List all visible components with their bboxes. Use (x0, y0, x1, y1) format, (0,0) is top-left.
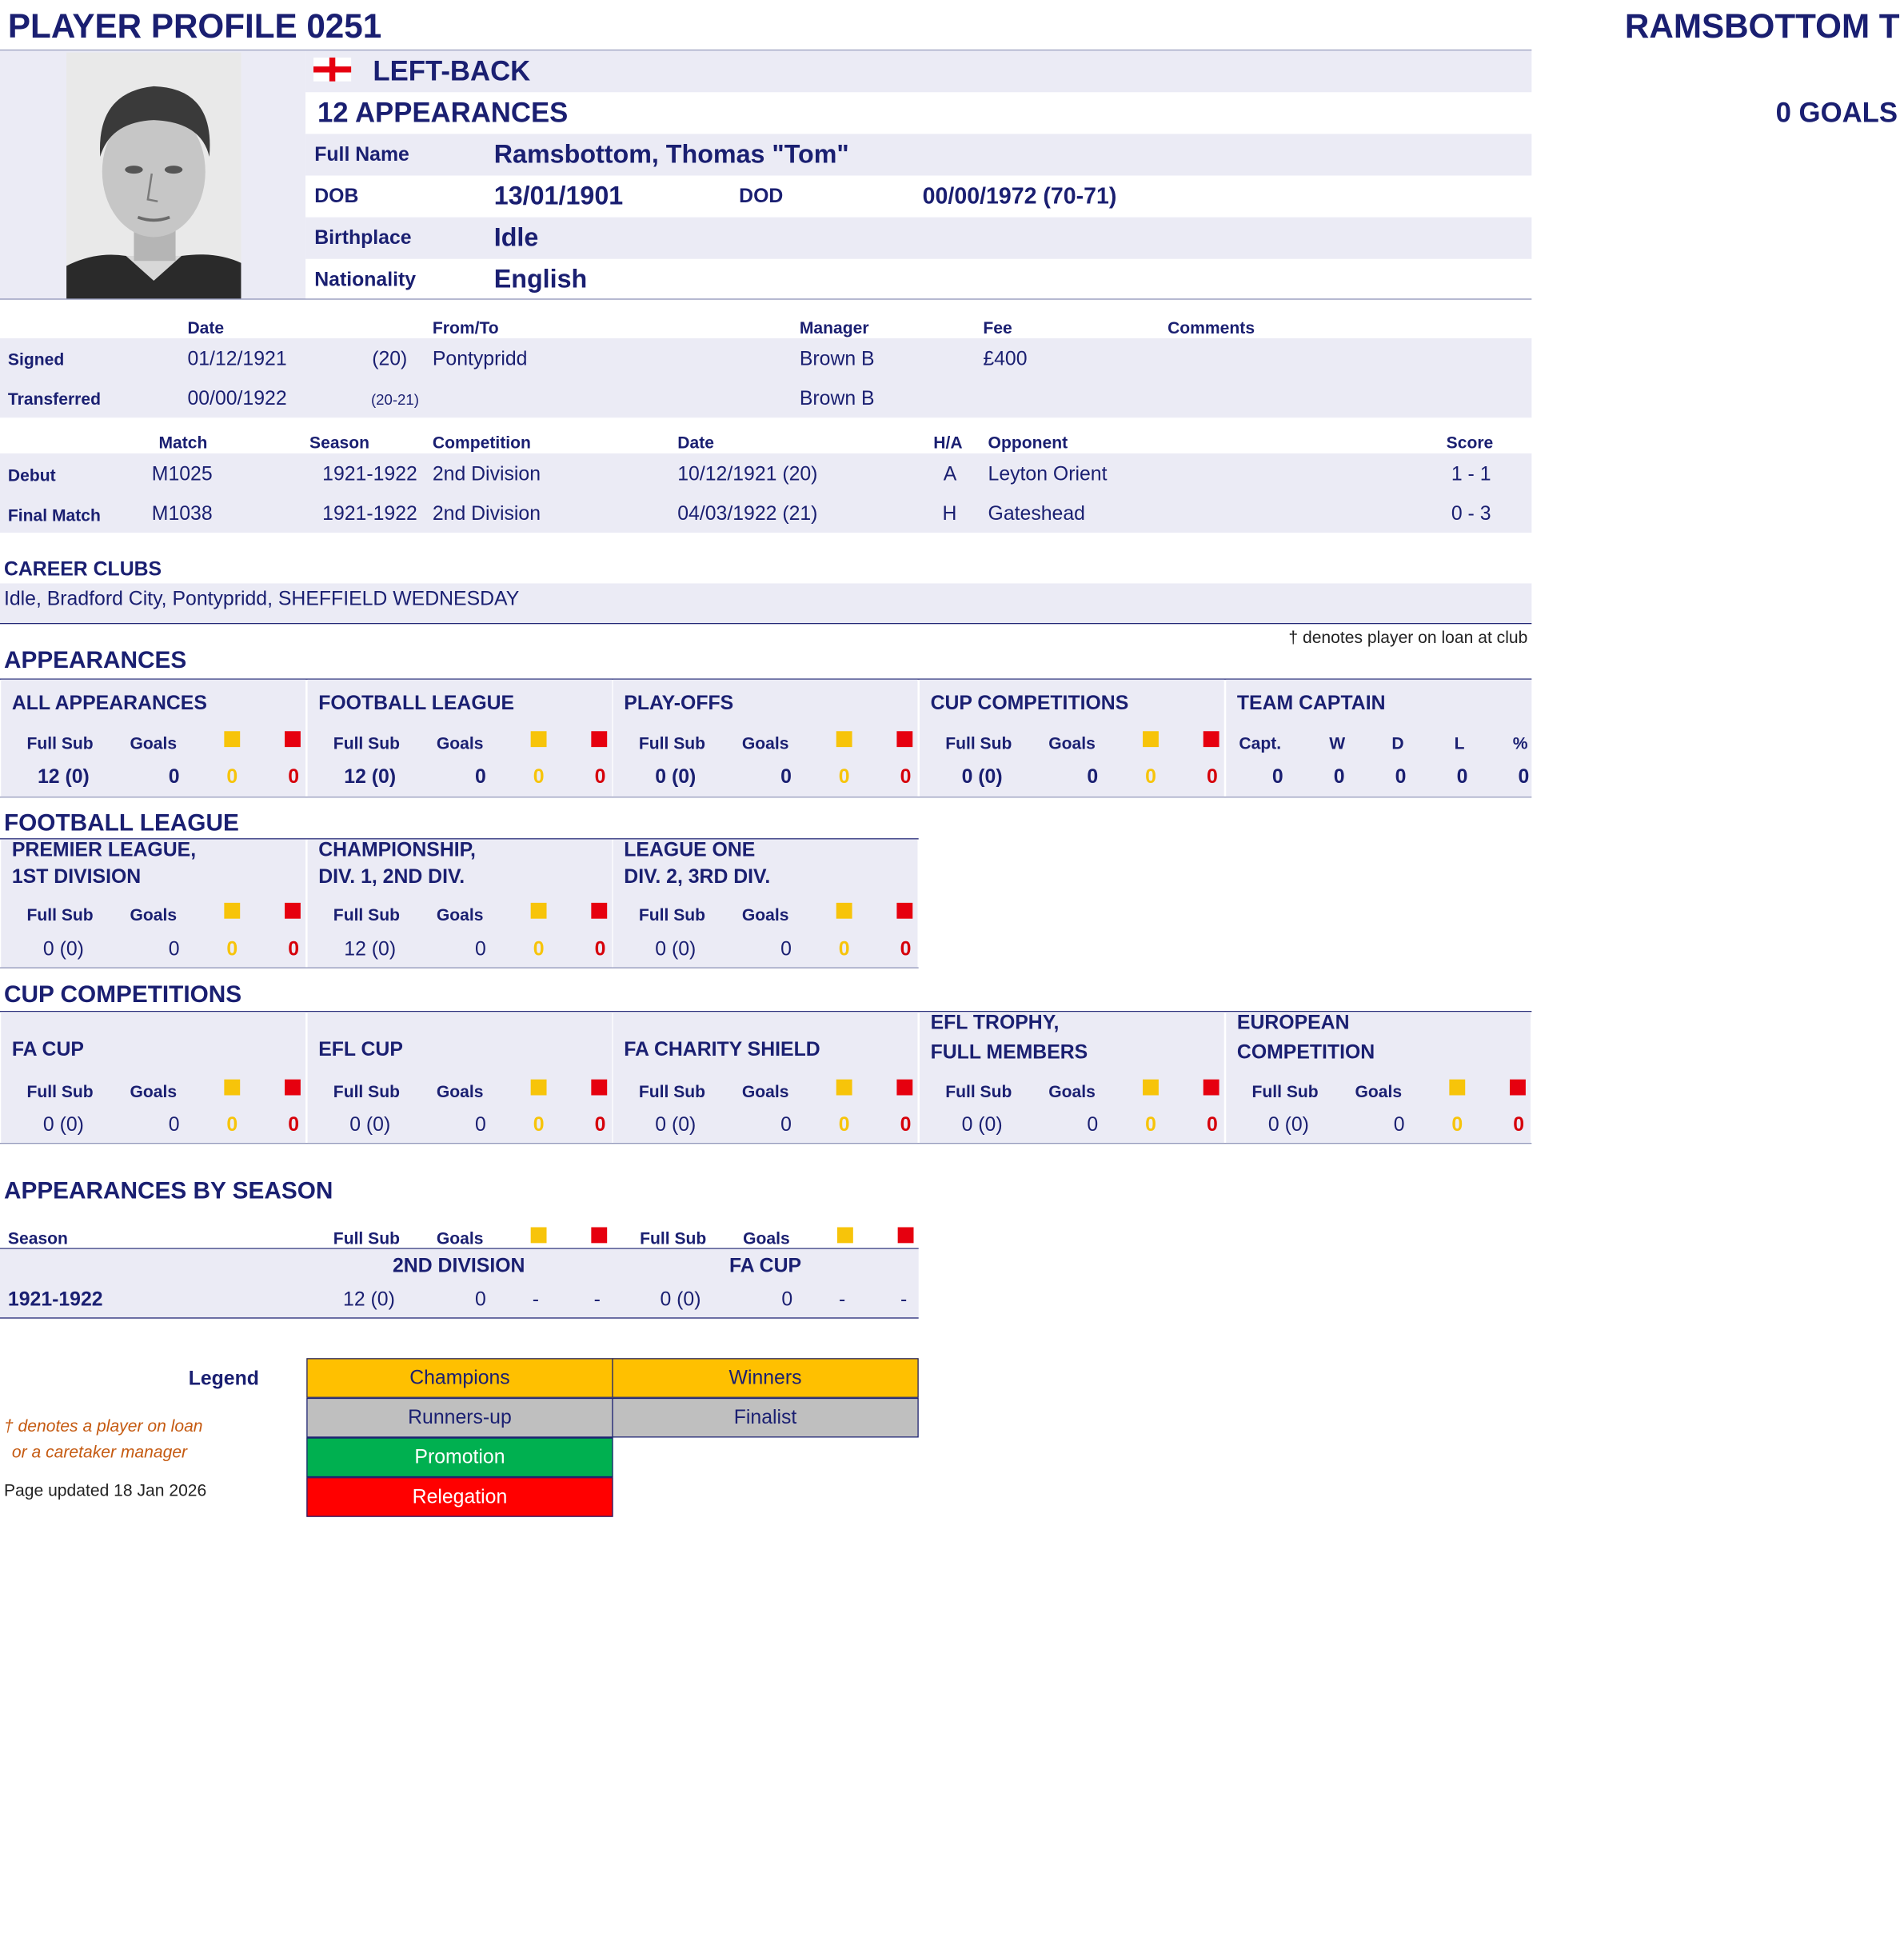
season-col-goals-1: Goals (436, 1228, 484, 1248)
yellow-value: 0 (226, 765, 238, 788)
goals-value: 0 (475, 938, 486, 961)
yellow-value: 0 (838, 1114, 850, 1136)
col-goals: Goals (1355, 1082, 1403, 1101)
debut-ha: A (943, 463, 957, 485)
red-card-icon (1203, 1080, 1219, 1096)
legend-note-1: † denotes a player on loan (3, 1416, 203, 1436)
season-row-c1-yellow: - (532, 1288, 539, 1311)
profile-title: PLAYER PROFILE 0251 (7, 7, 382, 46)
season-comp-1: 2ND DIVISION (393, 1255, 525, 1277)
final-competition: 2nd Division (432, 502, 541, 525)
appearance-block-title: ALL APPEARANCES (11, 692, 207, 715)
transferred-label: Transferred (7, 389, 101, 409)
yellow-card-icon (531, 1227, 547, 1243)
red-value: 0 (288, 938, 300, 961)
dob: 13/01/1901 (493, 180, 624, 210)
goals-value: 0 (1087, 765, 1099, 788)
player-photo (66, 53, 241, 299)
yellow-value: 0 (226, 1114, 238, 1136)
england-flag-icon (313, 58, 351, 82)
col-goals: Goals (436, 1082, 484, 1101)
col-goals: Goals (741, 733, 789, 753)
player-short-name: RAMSBOTTOM T (1624, 7, 1900, 46)
birthplace: Idle (493, 222, 539, 253)
legend-champions: Champions (306, 1358, 613, 1398)
yellow-value: 0 (226, 938, 238, 961)
season-row-season: 1921-1922 (7, 1288, 103, 1311)
goals-total: 0 GOALS (1775, 97, 1898, 129)
final-date: 04/03/1922 (21) (677, 502, 818, 525)
yellow-value: 0 (1451, 1114, 1463, 1136)
legend-winners: Winners (612, 1358, 918, 1398)
final-ha: H (942, 502, 957, 525)
by-season-title: APPEARANCES BY SEASON (3, 1177, 333, 1204)
yellow-card-icon (531, 731, 547, 747)
signed-manager: Brown B (799, 348, 875, 370)
red-value: 0 (288, 765, 300, 788)
league-block-title-2: 1ST DIVISION (11, 865, 142, 889)
final-season: 1921-1922 (322, 502, 417, 525)
col-goals: Goals (130, 733, 178, 753)
red-card-icon (898, 1227, 914, 1243)
red-value: 0 (1206, 1114, 1218, 1136)
red-card-icon (591, 1227, 607, 1243)
signed-fee: £400 (983, 348, 1028, 370)
final-match-label: Final Match (7, 505, 101, 525)
red-value: 0 (900, 1114, 912, 1136)
goals-value: 0 (168, 765, 180, 788)
nationality-label: Nationality (314, 269, 417, 291)
league-block-title-1: PREMIER LEAGUE, (11, 839, 197, 861)
red-card-icon (591, 903, 607, 919)
season-col-label: Season (7, 1228, 68, 1248)
transferred-date: 00/00/1922 (187, 388, 287, 410)
col-full-sub: Full Sub (26, 905, 94, 925)
cup-block-title: EFL CUP (318, 1038, 403, 1061)
debut-label: Debut (7, 466, 56, 485)
team-captain-title: TEAM CAPTAIN (1236, 692, 1386, 715)
transferred-manager: Brown B (799, 388, 875, 410)
season-comp-2: FA CUP (729, 1255, 802, 1277)
red-value: 0 (594, 765, 606, 788)
match-header-opponent: Opponent (988, 433, 1068, 453)
birthplace-label: Birthplace (314, 227, 412, 250)
yellow-card-icon (1143, 731, 1159, 747)
transfer-header-fee: Fee (983, 318, 1012, 337)
football-league-title: FOOTBALL LEAGUE (3, 809, 239, 837)
yellow-card-icon (224, 1080, 240, 1096)
signed-date: 01/12/1921 (187, 348, 287, 370)
col-goals: Goals (130, 905, 178, 925)
col-goals: Goals (130, 1082, 178, 1101)
match-header-score: Score (1446, 433, 1494, 453)
red-card-icon (285, 731, 301, 747)
season-row-c2-red: - (900, 1288, 908, 1311)
col-goals: Goals (741, 1082, 789, 1101)
full-sub-value: 0 (0) (42, 1114, 84, 1136)
goals-value: 0 (780, 765, 792, 788)
debut-season: 1921-1922 (322, 463, 417, 485)
season-row-c1-full-sub: 12 (0) (343, 1288, 395, 1311)
full-sub-value: 0 (0) (349, 1114, 391, 1136)
yellow-value: 0 (533, 938, 545, 961)
col-goals: Goals (436, 733, 484, 753)
yellow-card-icon (531, 1080, 547, 1096)
legend-title: Legend (188, 1368, 259, 1390)
yellow-card-icon (836, 903, 852, 919)
yellow-card-icon (531, 903, 547, 919)
match-header-competition: Competition (432, 433, 531, 453)
match-header-ha: H/A (933, 433, 963, 453)
col-goals: Goals (1048, 1082, 1096, 1101)
dod-label: DOD (739, 185, 784, 208)
debut-score: 1 - 1 (1451, 463, 1491, 485)
col-full-sub: Full Sub (945, 1082, 1012, 1101)
match-header-season: Season (309, 433, 370, 453)
col-goals: Goals (741, 905, 789, 925)
yellow-value: 0 (838, 765, 850, 788)
season-col-full-sub-2: Full Sub (640, 1228, 707, 1248)
cup-competitions-title: CUP COMPETITIONS (3, 980, 242, 1008)
col-full-sub: Full Sub (333, 905, 400, 925)
dob-label: DOB (314, 185, 359, 208)
yellow-card-icon (836, 731, 852, 747)
captain-value-pct: 0 (1518, 765, 1530, 788)
transfer-header-from-to: From/To (432, 318, 499, 337)
match-header-match: Match (158, 433, 208, 453)
appearance-block-title: PLAY-OFFS (624, 692, 734, 715)
full-sub-value: 0 (0) (655, 765, 697, 788)
goals-value: 0 (475, 765, 486, 788)
goals-value: 0 (1393, 1114, 1405, 1136)
red-card-icon (591, 731, 607, 747)
goals-value: 0 (168, 938, 180, 961)
full-sub-value: 12 (0) (344, 938, 397, 961)
yellow-value: 0 (533, 765, 545, 788)
col-full-sub: Full Sub (638, 1082, 706, 1101)
transferred-age: (20-21) (370, 391, 419, 409)
red-value: 0 (594, 1114, 606, 1136)
captain-value-l: 0 (1456, 765, 1468, 788)
cup-block-title-2: COMPETITION (1236, 1041, 1375, 1064)
red-card-icon (285, 903, 301, 919)
captain-header-pct: % (1512, 733, 1528, 753)
full-sub-value: 12 (0) (37, 765, 90, 788)
full-name-label: Full Name (314, 143, 409, 166)
dod: 00/00/1972 (70-71) (922, 182, 1117, 209)
career-clubs-list: Idle, Bradford City, Pontypridd, SHEFFIELD WEDNESDAY (3, 588, 520, 610)
red-card-icon (285, 1080, 301, 1096)
red-card-icon (896, 903, 912, 919)
page-updated: Page updated 18 Jan 2026 (3, 1481, 207, 1500)
red-value: 0 (900, 765, 912, 788)
goals-value: 0 (1087, 1114, 1099, 1136)
legend-promotion: Promotion (306, 1437, 613, 1477)
match-header-date: Date (677, 433, 714, 453)
full-sub-value: 12 (0) (344, 765, 397, 788)
col-goals: Goals (1048, 733, 1096, 753)
season-row-c2-full-sub: 0 (0) (660, 1288, 701, 1311)
debut-competition: 2nd Division (432, 463, 541, 485)
goals-value: 0 (780, 938, 792, 961)
col-full-sub: Full Sub (333, 733, 400, 753)
yellow-card-icon (837, 1227, 853, 1243)
appearances-total: 12 APPEARANCES (317, 97, 569, 129)
appearance-block-title: CUP COMPETITIONS (930, 692, 1129, 715)
transfer-header-manager: Manager (799, 318, 869, 337)
debut-opponent: Leyton Orient (988, 463, 1108, 485)
yellow-value: 0 (533, 1114, 545, 1136)
col-goals: Goals (436, 905, 484, 925)
col-full-sub: Full Sub (945, 733, 1012, 753)
cup-block-title-1: EFL TROPHY, (930, 1012, 1060, 1034)
debut-match: M1025 (151, 463, 213, 485)
full-name: Ramsbottom, Thomas "Tom" (493, 138, 849, 169)
col-full-sub: Full Sub (1251, 1082, 1319, 1101)
yellow-value: 0 (1145, 765, 1156, 788)
yellow-value: 0 (1145, 1114, 1156, 1136)
signed-age: (20) (372, 348, 408, 370)
full-sub-value: 0 (0) (655, 1114, 697, 1136)
captain-value-d: 0 (1395, 765, 1407, 788)
full-sub-value: 0 (0) (961, 1114, 1003, 1136)
legend-finalist: Finalist (612, 1398, 918, 1438)
yellow-card-icon (1143, 1080, 1159, 1096)
col-full-sub: Full Sub (26, 1082, 94, 1101)
transfer-header-date: Date (187, 318, 225, 337)
col-full-sub: Full Sub (638, 733, 706, 753)
goals-value: 0 (780, 1114, 792, 1136)
league-block-title-2: DIV. 1, 2ND DIV. (318, 865, 465, 889)
final-match: M1038 (151, 502, 213, 525)
captain-header-w: W (1329, 733, 1346, 753)
full-sub-value: 0 (0) (1267, 1114, 1309, 1136)
season-row-c1-red: - (593, 1288, 601, 1311)
loan-note: † denotes player on loan at club (1288, 628, 1528, 647)
position: LEFT-BACK (373, 55, 531, 86)
season-col-goals-2: Goals (743, 1228, 790, 1248)
season-col-full-sub-1: Full Sub (333, 1228, 400, 1248)
league-block-title-1: CHAMPIONSHIP, (318, 839, 476, 861)
full-sub-value: 0 (0) (655, 938, 697, 961)
yellow-card-icon (1449, 1080, 1465, 1096)
red-card-icon (896, 731, 912, 747)
col-full-sub: Full Sub (26, 733, 94, 753)
appearance-block-title: FOOTBALL LEAGUE (318, 692, 515, 715)
captain-header-d: D (1391, 733, 1404, 753)
yellow-card-icon (836, 1080, 852, 1096)
debut-date: 10/12/1921 (20) (677, 463, 818, 485)
red-value: 0 (900, 938, 912, 961)
red-value: 0 (594, 938, 606, 961)
league-block-title-1: LEAGUE ONE (624, 839, 756, 861)
captain-header-capt: Capt. (1239, 733, 1282, 753)
season-row-c2-yellow: - (839, 1288, 846, 1311)
league-block-title-2: DIV. 2, 3RD DIV. (624, 865, 771, 889)
nationality: English (493, 263, 588, 294)
signed-label: Signed (7, 349, 65, 369)
final-score: 0 - 3 (1451, 502, 1491, 525)
red-value: 0 (1513, 1114, 1525, 1136)
full-sub-value: 0 (0) (42, 938, 84, 961)
cup-block-title: FA CUP (11, 1038, 84, 1061)
legend-note-2: or a caretaker manager (11, 1442, 188, 1462)
transfer-header-comments: Comments (1168, 318, 1255, 337)
goals-value: 0 (475, 1114, 486, 1136)
cup-block-title-1: EUROPEAN (1236, 1012, 1350, 1034)
red-value: 0 (1206, 765, 1218, 788)
legend-relegation: Relegation (306, 1477, 613, 1517)
career-clubs-title: CAREER CLUBS (3, 558, 162, 581)
captain-value-w: 0 (1333, 765, 1345, 788)
captain-value-capt: 0 (1271, 765, 1283, 788)
cup-block-title-2: FULL MEMBERS (930, 1041, 1088, 1064)
red-card-icon (896, 1080, 912, 1096)
full-sub-value: 0 (0) (961, 765, 1003, 788)
col-full-sub: Full Sub (333, 1082, 400, 1101)
red-card-icon (1510, 1080, 1526, 1096)
appearances-title: APPEARANCES (3, 646, 187, 674)
red-card-icon (591, 1080, 607, 1096)
cup-block-title: FA CHARITY SHIELD (624, 1038, 820, 1061)
legend-runners-up: Runners-up (306, 1398, 613, 1438)
captain-header-l: L (1454, 733, 1465, 753)
season-row-c2-goals: 0 (781, 1288, 793, 1311)
final-opponent: Gateshead (988, 502, 1085, 525)
yellow-card-icon (224, 731, 240, 747)
yellow-value: 0 (838, 938, 850, 961)
goals-value: 0 (168, 1114, 180, 1136)
season-row-c1-goals: 0 (475, 1288, 486, 1311)
red-value: 0 (288, 1114, 300, 1136)
red-card-icon (1203, 731, 1219, 747)
signed-from: Pontypridd (432, 348, 528, 370)
yellow-card-icon (224, 903, 240, 919)
col-full-sub: Full Sub (638, 905, 706, 925)
